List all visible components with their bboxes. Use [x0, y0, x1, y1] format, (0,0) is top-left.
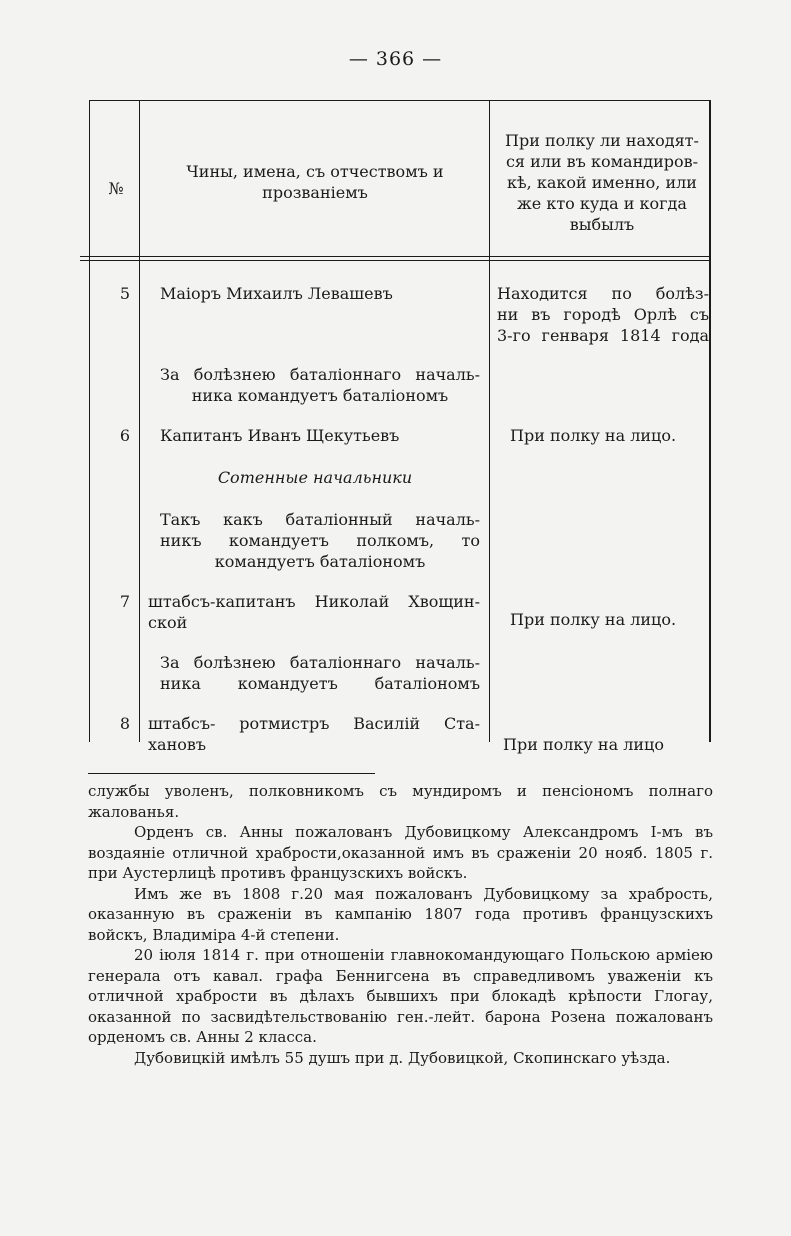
row-note-line: ника командуетъ баталіономъ [191, 386, 449, 405]
footnote-paragraph: Имъ же въ 1808 г.20 мая пожалованъ Дубовицкому за храбрость, оказанную въ сраженіи въ кампанію 1807 года противъ французскихъ войскъ, Владиміра 4-й степени. [88, 884, 713, 944]
row-status-line: Находится по болѣз- [497, 284, 709, 303]
header-status-line: При полку ли находят- [505, 131, 699, 150]
row-status: При полку на лицо. [510, 426, 677, 445]
column-divider-status [489, 100, 490, 742]
row-name-line: ской [148, 613, 188, 632]
header-status-line: же кто куда и когда [517, 194, 687, 213]
row-name-line: хановъ [148, 735, 207, 754]
footnote-paragraph: Дубовицкій имѣлъ 55 душъ при д. Дубовицкой, Скопинскаго уѣзда. [134, 1048, 671, 1067]
section-heading: Сотенные начальники [217, 468, 413, 487]
row-status: При полку на лицо [503, 735, 664, 754]
footnote-paragraph: Орденъ св. Анны пожалованъ Дубовицкому Александромъ I-мъ въ воздаяніе отличной храбрости,оказанной имъ въ сраженіи 20 нояб. 1805 г. при Аустерлицѣ противъ французскихъ войскъ. [88, 823, 713, 882]
row-name-line: штабсъ- ротмистръ Василій Ста- [148, 714, 480, 733]
row-note [160, 509, 480, 572]
header-names [150, 161, 480, 203]
footnote [88, 781, 713, 1068]
header-rule-lower [80, 260, 711, 261]
row-note-line: никъ командуетъ полкомъ, то [160, 531, 480, 550]
header-names-line: Чины, имена, съ отчествомъ и [186, 162, 444, 181]
row-note-line: ника командуетъ баталіономъ [160, 674, 480, 693]
row-name: Маіоръ Михаилъ Левашевъ [160, 284, 393, 303]
row-name: Капитанъ Иванъ Щекутьевъ [160, 426, 400, 445]
row-note [160, 364, 480, 406]
row-name [148, 713, 480, 755]
row-status-line: 3-го генваря 1814 года [497, 326, 709, 345]
row-note [160, 652, 480, 694]
row-note-line: командуетъ баталіономъ [214, 552, 426, 571]
row-number: 6 [119, 426, 130, 445]
row-name-line: штабсъ-капитанъ Николай Хвощин- [148, 592, 480, 611]
table-top-rule [90, 100, 710, 101]
header-status-line: ся или въ командиров- [505, 152, 699, 171]
page-number: — 366 — [348, 48, 443, 70]
row-note-line: Такъ какъ баталіонный началь- [160, 510, 480, 529]
header-status [496, 130, 708, 235]
table-left-border [89, 100, 90, 742]
row-note-line: За болѣзнею баталіоннаго началь- [160, 365, 480, 384]
row-number: 7 [119, 592, 130, 611]
header-status-line: кѣ, какой именно, или [507, 173, 697, 192]
row-status-line: ни въ городѣ Орлѣ съ [497, 305, 709, 324]
header-status-line: выбылъ [569, 215, 635, 234]
row-note-line: За болѣзнею баталіоннаго началь- [160, 653, 480, 672]
row-number: 5 [119, 284, 130, 303]
row-status: При полку на лицо. [510, 610, 677, 629]
row-name [148, 591, 480, 633]
row-number: 8 [119, 714, 130, 733]
header-names-line: прозваніемъ [262, 183, 368, 202]
footnote-paragraph: 20 іюля 1814 г. при отношеніи главнокомандующаго Польскою арміею генерала отъ кавал. графа Беннигсена въ справедливомъ уваженіи къ отличной храбрости въ дѣлахъ бывшихъ при блокадѣ крѣпости Глогау, оказанной по засвидѣтельствованію ген.-лейт. барона Розена пожалованъ орденомъ св. Анны 2 класса. [88, 946, 713, 1046]
column-divider-number [139, 100, 140, 742]
header-rule-upper [80, 256, 711, 257]
footnote-paragraph: службы уволенъ, полковникомъ съ мундиромъ и пенсіономъ полнаго жалованья. [88, 782, 713, 821]
header-number: № [108, 179, 124, 198]
footnote-separator [88, 773, 375, 774]
table-right-border [709, 100, 711, 742]
row-status [497, 283, 709, 346]
